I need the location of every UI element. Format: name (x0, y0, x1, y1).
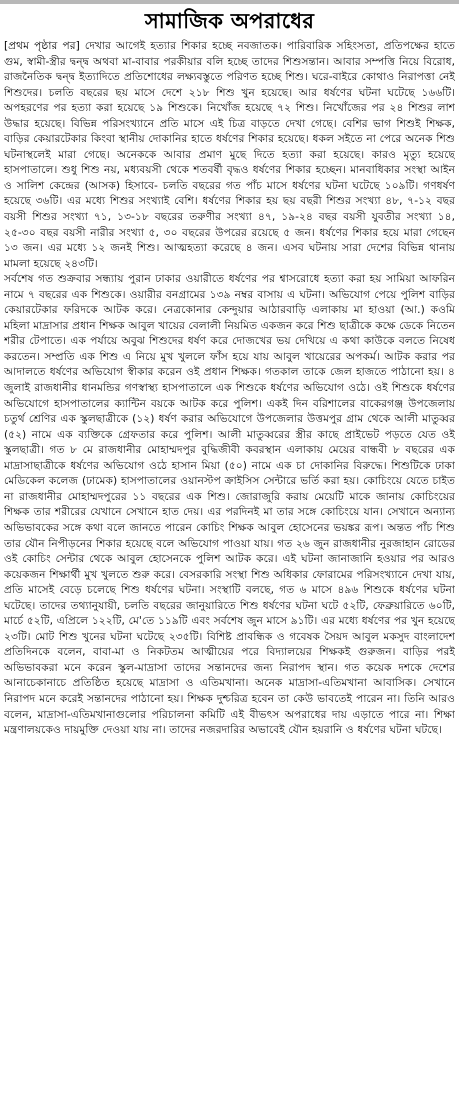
cut-edge-rule (0, 0, 459, 4)
article-paragraph-2 (4, 271, 455, 737)
article-paragraph-1 (4, 38, 455, 271)
article-body (4, 38, 455, 1098)
paragraph-2-text: সর্বশেষ গত শুক্রবার সন্ধ্যায় পুরান ঢাকার ওয়ারীতে ধর্ষণের পর শ্বাসরোধে হত্যা করা হয় সামিয়া আফরিন নামে ৭ বছরের এক শিশুকে। ওয়ারীর বনগ্রামের ১৩৯ নম্বর বাসায় এ ঘটনা। অভিযোগ পেয়ে পুলিশ বাড়ির কেয়ারটেকার ফরিদকে আটক করে। নেত্রকোনার কেন্দুয়ার আঠারবাড়ি এলাকায় মা হাওয়া (আ.) কওমি মহিলা মাদ্রাসার প্রধান শিক্ষক আবুল খায়ের বেলালী নিয়মিত একজন করে শিশু ছাত্রীকে কক্ষে ডেকে নিতেন শরীর টেপাতে। এক পর্যায়ে অবুঝ শিশুদের ধর্ষণ করে দোজখের ভয় দেখিয়ে এ কথা কাউকে বলতে নিষেধ করতেন। সম্প্রতি এক শিশু এ নিয়ে মুখ খুললে ফাঁস হয়ে যায় আবুল খায়েরের অপকর্ম। আটক করার পর আদালতে ধর্ষণের অভিযোগ স্বীকার করেন ওই প্রধান শিক্ষক। গতকাল তাকে জেল হাজতে পাঠানো হয়। ৪ জুলাই রাজধানীর ধানমন্ডির গণস্বাস্থ্য হাসপাতালে এক শিশুকে ধর্ষণের অভিযোগ ওঠে। ওই শিশুকে ধর্ষণের অভিযোগে হাসপাতালের ক্যান্টিন বয়কে আটক করে পুলিশ। একই দিন বরিশালের বাকেরগঞ্জ উপজেলায় চতুর্থ শ্রেণির এক স্কুলছাত্রীকে (১২) ধর্ষণ করার অভিযোগে উপজেলার উত্তমপুর গ্রাম থেকে আলী মাতুব্বর (৫২) নামে এক ব্যক্তিকে গ্রেফতার করে পুলিশ। আলী মাতুব্বরের স্ত্রীর কাছে প্রাইভেট পড়তে যেত ওই স্কুলছাত্রী। গত ৮ মে রাজধানীর মোহাম্মদপুর বুদ্ধিজীবী কবরস্থান এলাকায় মেয়ের বান্ধবী ৮ বছরের এক মাদ্রাসাছাত্রীকে ধর্ষণের অভিযোগ ওঠে হাসান মিয়া (৫০) নামে এক চা দোকানির বিরুদ্ধে। শিশুটিকে ঢাকা মেডিকেল কলেজ (ঢামেক) হাসপাতালের ওয়ানস্টপ ক্রাইসিস সেন্টারে ভর্তি করা হয়। কোচিংয়ে যেতে চাইত না রাজধানীর মোহাম্মদপুরের ১১ বছরের এক শিশু। জোরাজুরি করায় মেয়েটি মাকে জানায় কোচিংয়ের শিক্ষক তার শরীরের যেখানে সেখানে হাত দেয়। এর পরদিনই মা তার সঙ্গে কোচিংয়ে যান। সেখানে অন্যান্য অভিভাবকের সঙ্গে কথা বলে জানতে পারেন কোচিং শিক্ষক আবুল হোসেনের ভয়ঙ্কর রূপ। অন্তত পাঁচ শিশু তার যৌন নিপীড়নের শিকার হয়েছে বলে অভিযোগ পাওয়া যায়। গত ২৬ জুন রাজধানীর নুরজাহান রোডের ওই কোচিং সেন্টার থেকে আবুল হোসেনকে পুলিশ আটক করে। এই ঘটনা জানাজানি হওয়ার পর আরও কয়েকজন শিক্ষার্থী মুখ খুলতে শুরু করে। বেসরকারি সংস্থা শিশু অধিকার ফোরামের পরিসংখ্যানে দেখা যায়, প্রতি মাসেই বেড়ে চলেছে শিশু ধর্ষণের ঘটনা। সংস্থাটি বলছে, গত ৬ মাসে ৪৯৬ শিশুকে ধর্ষণের ঘটনা ঘটেছে। তাদের তথ্যানুযায়ী, চলতি বছরের জানুয়ারিতে শিশু ধর্ষণের ঘটনা ঘটে ৫২টি, ফেব্রুয়ারিতে ৬০টি, মার্চে ৫২টি, এপ্রিলে ১২২টি, মে'তে ১১৯টি এবং সর্বশেষ জুন মাসে ৯১টি। এর মধ্যে ধর্ষণের পর খুন হয়েছে ২৩টি। মোট শিশু খুনের ঘটনা ঘটেছে ২৩৫টি। বিশিষ্ট প্রাবন্ধিক ও গবেষক সৈয়দ আবুল মকসুদ বাংলাদেশ প্রতিদিনকে বলেন, বাবা-মা ও নিকটতম আত্মীয়ের পরে বিদ্যালয়ের শিক্ষকই গুরুজন। বাড়ির পরই অভিভাবকরা মনে করেন স্কুল-মাদ্রাসা তাদের সন্তানদের জন্য নিরাপদ স্থান। গত কয়েক দশকে দেশের আনাচেকানাচে প্রতিষ্ঠিত হয়েছে মাদ্রাসা ও এতিমখানা। অনেক মাদ্রাসা-এতিমখানা আবাসিক। সেখানে নিরাপদ মনে করেই সন্তানদের পাঠানো হয়। শিক্ষক দুশ্চরিত্র হবেন তা কেউ ভাবতেই পারেন না। তিনি আরও বলেন, মাদ্রাসা-এতিমখানাগুলোর পরিচালনা কমিটি এই বীভৎস অপরাধের দায় এড়াতে পারে না। শিক্ষা মন্ত্রণালয়কেও দায়মুক্তি দেওয়া যায় না। তাদের নজরদারির অভাবেই যৌন হয়রানি ও ধর্ষণের ঘটনা ঘটছে। (4, 272, 455, 737)
article-headline: সামাজিক অপরাধের (144, 9, 315, 33)
paragraph-1-text: দেখার আগেই হত্যার শিকার হচ্ছে নবজাতক। পারিবারিক সহিংসতা, প্রতিপক্ষের হাতে গুম, স্বামী-স্ত্রীর দ্বন্দ্ব অথবা মা-বাবার পরকীয়ার বলি হচ্ছে তাদের শিশুসন্তান। আবার সম্পত্তি নিয়ে বিরোধ, রাজনৈতিক দ্বন্দ্ব ইত্যাদিতে প্রতিশোধের লক্ষ্যবস্তুতে পরিণত হচ্ছে শিশু। ঘরে-বাইরে কোথাও নিরাপত্তা নেই শিশুদের। চলতি বছরের ছয় মাসে দেশে ২১৮ শিশু খুন হয়েছে। আর ধর্ষণের ঘটনা ঘটেছে ১৬৬টি। অপহরণের পর হত্যা করা হয়েছে ১৯ শিশুকে। নিখোঁজ হয়েছে ৭২ শিশু। নিখোঁজের পর ২৪ শিশুর লাশ উদ্ধার হয়েছে। বিভিন্ন পরিসংখ্যানে প্রতি মাসে এই চিত্র বাড়তে দেখা গেছে। বেশির ভাগ শিশুই শিক্ষক, বাড়ির কেয়ারটেকার কিংবা স্থানীয় দোকানির হাতে ধর্ষণের শিকার হয়েছে। ধকল সইতে না পেরে অনেক শিশু ঘটনাস্থলেই মারা গেছে। অনেককে আবার প্রমাণ মুছে দিতে হত্যা করা হয়েছে। কারও মৃত্যু হয়েছে হাসপাতালে। শুধু শিশু নয়, মধ্যবয়সী থেকে শতবর্ষী বৃদ্ধও ধর্ষণের শিকার হচ্ছেন। মানবাধিকার সংস্থা আইন ও সালিশ কেন্দ্রের (আসক) হিসাবে- চলতি বছরের গত পাঁচ মাসে ধর্ষণের ঘটনা ঘটেছে ১০৯টি। গণধর্ষণ হয়েছে ৩৬টি। এর মধ্যে শিশুর সংখ্যাই বেশি। ধর্ষণের শিকার হয় ছয় বছরী শিশুর সংখ্যা ৪৮, ৭-১২ বছর বয়সী শিশুর সংখ্যা ৭১, ১৩-১৮ বছরের তরুণীর সংখ্যা ৪৭, ১৯-২৪ বছর বয়সী যুবতীর সংখ্যা ১৪, ২৫-৩০ বছর বয়সী নারীর সংখ্যা ৫, ৩০ বছরের উপরের রয়েছে ৫ জন। ধর্ষণের শিকার হয়ে মারা গেছেন ১৩ জন। এর মধ্যে ১২ জনই শিশু। আত্মহত্যা করেছে ৪ জন। এসব ঘটনায় সারা দেশের বিভিন্ন থানায় মামলা হয়েছে ২৪৩টি। (4, 39, 455, 270)
continued-from-front-label: [প্রথম পৃষ্ঠার পর] (4, 39, 80, 52)
